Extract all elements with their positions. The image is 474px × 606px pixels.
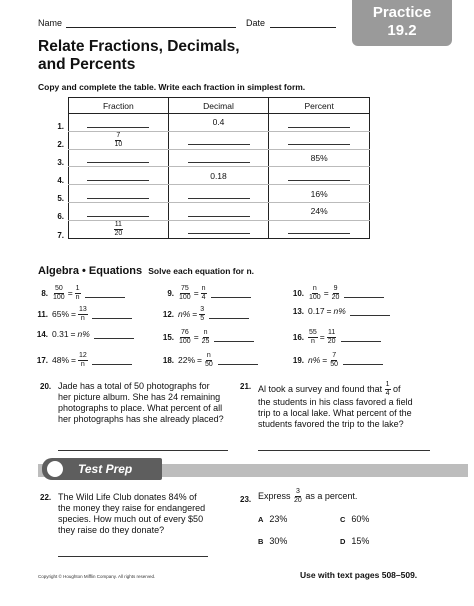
practice-badge: [352, 0, 452, 46]
table-row: [69, 220, 370, 238]
answer-blank[interactable]: [94, 330, 134, 339]
copyright: Copyright © Houghton Mifflin Company. All rights reserved.: [38, 574, 156, 579]
row-number: 6.: [57, 212, 64, 221]
name-field[interactable]: [66, 27, 236, 28]
algebra-subheading: Solve each equation for n.: [148, 266, 255, 276]
decimal-answer-blank[interactable]: [188, 136, 250, 145]
col-header-percent: Percent: [269, 98, 370, 114]
decimal-value: 0.18: [168, 167, 269, 185]
fraction-answer-blank[interactable]: [87, 172, 149, 181]
col-header-fraction: Fraction: [69, 98, 169, 114]
equation-9: 9. $\frac{75}{100}$ = $\frac{n}{4}$: [158, 285, 251, 301]
date-field[interactable]: [270, 27, 336, 28]
fraction-value: $\frac{7}{10}$: [114, 132, 123, 148]
answer-blank[interactable]: [350, 307, 390, 316]
row-number: 1.: [57, 122, 64, 131]
row-number: 7.: [57, 231, 64, 240]
date-label: Date: [246, 18, 266, 28]
fraction-answer-blank[interactable]: [87, 119, 149, 128]
test-prep-tab: Test Prep: [42, 458, 162, 480]
percent-value: 85%: [269, 149, 370, 167]
row-number: 3.: [57, 158, 64, 167]
answer-blank[interactable]: [214, 333, 254, 342]
answer-blank[interactable]: [211, 289, 251, 298]
equation-17: 17. 48% = $\frac{12}{n}$: [32, 352, 132, 368]
option-d[interactable]: D 15%: [340, 536, 370, 546]
answer-blank[interactable]: [92, 310, 132, 319]
option-a[interactable]: A 23%: [258, 514, 288, 524]
equation-18: 18. 22% = $\frac{n}{50}$: [158, 352, 258, 368]
page-title-line2: and Percents: [38, 56, 136, 73]
conversion-table: [68, 97, 370, 239]
col-header-decimal: Decimal: [168, 98, 269, 114]
equation-11: 11. 65% = $\frac{13}{n}$: [32, 306, 132, 322]
percent-value: 24%: [269, 202, 370, 220]
fraction-answer-blank[interactable]: [87, 154, 149, 163]
fraction-answer-blank[interactable]: [87, 208, 149, 217]
table-row: [69, 167, 370, 185]
problem-22: 22. The Wild Life Club donates 84% of the money they raise for endangered species. How much out of every $50 they raise do they donate?: [40, 492, 206, 535]
fraction-value: $\frac{3}{20}$: [294, 488, 302, 504]
problem-21: 21. Al took a survey and found that $\frac{1}{4}$ of the students in his class favored a field trip to a local lake. What percent of the students favored the trip to the lake?: [240, 381, 413, 429]
test-prep-icon: [45, 459, 65, 479]
table-row: [69, 131, 370, 149]
instructions: Copy and complete the table. Write each fraction in simplest form.: [38, 82, 306, 92]
percent-answer-blank[interactable]: [288, 172, 350, 181]
percent-answer-blank[interactable]: [288, 136, 350, 145]
option-c[interactable]: C 60%: [340, 514, 370, 524]
decimal-value: 0.4: [168, 114, 269, 132]
problem-23: 23. Express $\frac{3}{20}$ as a percent.: [240, 488, 358, 504]
percent-answer-blank[interactable]: [288, 225, 350, 234]
text-pages-note: Use with text pages 508–509.: [300, 570, 418, 580]
name-label: Name: [38, 18, 63, 28]
table-row: [69, 114, 370, 132]
option-b[interactable]: B 30%: [258, 536, 288, 546]
decimal-answer-blank[interactable]: [188, 225, 250, 234]
equation-10: 10. $\frac{n}{100}$ = $\frac{9}{20}$: [288, 285, 384, 301]
answer-blank[interactable]: [92, 356, 132, 365]
table-row: [69, 149, 370, 167]
answer-blank[interactable]: [344, 289, 384, 298]
equation-14: 14. 0.31 = n%: [32, 329, 134, 339]
equation-15: 15. $\frac{76}{100}$ = $\frac{n}{25}$: [158, 329, 254, 345]
decimal-answer-blank[interactable]: [188, 190, 250, 199]
row-number: 5.: [57, 194, 64, 203]
answer-blank[interactable]: [85, 289, 125, 298]
answer-line-21[interactable]: [258, 450, 430, 451]
table-row: [69, 202, 370, 220]
problem-20: 20. Jade has a total of 50 photographs for her picture album. She has 24 remaining photographs to place. What percent of all her photographs has she already placed?: [40, 381, 224, 424]
equation-16: 16. $\frac{55}{n}$ = $\frac{11}{20}$: [288, 329, 381, 345]
decimal-answer-blank[interactable]: [188, 154, 250, 163]
fraction-value: $\frac{11}{20}$: [114, 221, 123, 237]
answer-blank[interactable]: [343, 356, 383, 365]
practice-label: Practice: [372, 4, 432, 21]
answer-line-22[interactable]: [58, 556, 208, 557]
answer-blank[interactable]: [218, 356, 258, 365]
row-number: 4.: [57, 176, 64, 185]
equation-19: 19. n% = $\frac{7}{50}$: [288, 352, 383, 368]
algebra-heading: Algebra • Equations Solve each equation for n.: [38, 265, 255, 277]
fraction-answer-blank[interactable]: [87, 190, 149, 199]
equation-13: 13. 0.17 = n%: [288, 306, 390, 316]
percent-value: 16%: [269, 185, 370, 203]
table-row: [69, 185, 370, 203]
equation-8: 8. $\frac{50}{100}$ = $\frac{1}{n}$: [32, 285, 125, 301]
row-number: 2.: [57, 140, 64, 149]
answer-blank[interactable]: [209, 310, 249, 319]
fraction-value: $\frac{1}{4}$: [385, 381, 390, 397]
page-title-line1: Relate Fractions, Decimals,: [38, 38, 240, 55]
answer-line-20[interactable]: [58, 450, 228, 451]
percent-answer-blank[interactable]: [288, 119, 350, 128]
decimal-answer-blank[interactable]: [188, 208, 250, 217]
equation-12: 12. n% = $\frac{3}{5}$: [158, 306, 249, 322]
practice-number: 19.2: [387, 22, 417, 39]
answer-blank[interactable]: [341, 333, 381, 342]
